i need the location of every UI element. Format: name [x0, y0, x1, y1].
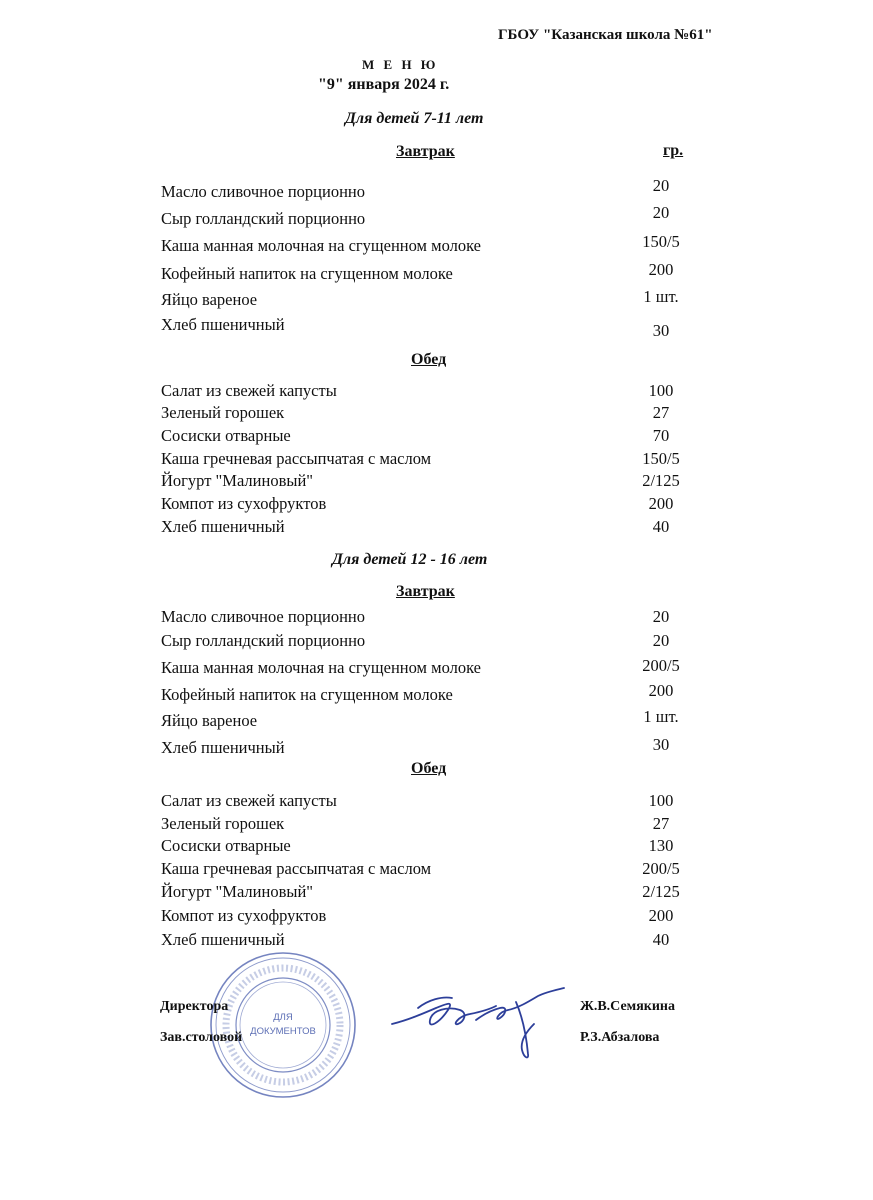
- menu-title: М Е Н Ю: [362, 57, 439, 72]
- menu-item: [161, 262, 701, 284]
- meal-heading-breakfast: Завтрак: [396, 583, 455, 600]
- item-name: Йогурт "Малиновый": [161, 471, 314, 490]
- item-name: Компот из сухофруктов: [161, 494, 327, 513]
- age-group-heading: Для детей 12 - 16 лет: [332, 551, 488, 568]
- organization-name: ГБОУ "Казанская школа №61": [498, 27, 713, 43]
- item-quantity: 27: [652, 814, 670, 833]
- item-quantity: 1 шт.: [643, 287, 679, 306]
- menu-item: [161, 904, 701, 926]
- age-group-heading: Для детей 7-11 лет: [345, 110, 484, 127]
- menu-item: [161, 515, 701, 537]
- item-quantity: 27: [652, 403, 670, 422]
- item-quantity: 20: [652, 176, 670, 195]
- menu-item: [161, 834, 701, 856]
- menu-item: [161, 401, 701, 423]
- menu-item: [161, 683, 701, 705]
- item-quantity: 150/5: [642, 232, 680, 251]
- menu-item: [161, 234, 701, 256]
- item-quantity: 100: [648, 791, 674, 810]
- menu-item: [161, 379, 701, 401]
- item-name: Хлеб пшеничный: [161, 930, 285, 949]
- item-quantity: 30: [652, 735, 670, 754]
- unit-column-heading: гр.: [663, 142, 684, 159]
- menu-item: [161, 313, 701, 340]
- item-name: Йогурт "Малиновый": [161, 882, 314, 901]
- item-quantity: 1 шт.: [643, 707, 679, 726]
- item-name: Кофейный напиток на сгущенном молоке: [161, 685, 453, 704]
- item-name: Хлеб пшеничный: [161, 517, 285, 536]
- menu-item: [161, 492, 701, 514]
- stamp-text-line2: ДОКУМЕНТОВ: [250, 1026, 316, 1037]
- menu-item: [161, 857, 701, 879]
- item-quantity: 20: [652, 631, 670, 650]
- stamp-text-line1: ДЛЯ: [273, 1012, 293, 1023]
- item-quantity: 200: [648, 494, 674, 513]
- item-quantity: 200: [648, 681, 674, 700]
- item-name: Яйцо вареное: [161, 711, 258, 730]
- signature-title-canteen-head: Зав.столовой: [160, 1030, 243, 1045]
- menu-item: [161, 789, 701, 811]
- menu-item: [161, 629, 701, 651]
- meal-heading-lunch: Обед: [411, 351, 447, 368]
- menu-item: [161, 880, 701, 902]
- menu-item: [161, 709, 701, 731]
- item-quantity: 2/125: [642, 882, 680, 901]
- item-quantity: 200: [648, 906, 674, 925]
- item-name: Компот из сухофруктов: [161, 906, 327, 925]
- signature-title-director: Директора: [160, 999, 229, 1014]
- menu-item: [161, 812, 701, 834]
- item-quantity: 40: [652, 517, 670, 536]
- menu-item: [161, 469, 701, 491]
- meal-heading-lunch: Обед: [411, 760, 447, 777]
- menu-item: [161, 447, 701, 469]
- item-quantity: 30: [652, 321, 670, 340]
- meal-heading-breakfast: Завтрак: [396, 143, 455, 160]
- menu-item: [161, 424, 701, 446]
- menu-date: "9" января 2024 г.: [318, 76, 450, 93]
- signature-name-canteen-head: Р.З.Абзалова: [580, 1030, 660, 1045]
- item-name: Каша манная молочная на сгущенном молоке: [161, 236, 482, 255]
- item-quantity: 200: [648, 260, 674, 279]
- menu-item: [161, 605, 701, 627]
- item-name: Салат из свежей капусты: [161, 381, 337, 400]
- handwritten-signature: [388, 980, 573, 1062]
- item-name: Сосиски отварные: [161, 836, 291, 855]
- item-name: Зеленый горошек: [161, 814, 285, 833]
- item-name: Хлеб пшеничный: [161, 315, 285, 334]
- item-quantity: 70: [652, 426, 670, 445]
- menu-item: [161, 736, 701, 758]
- item-quantity: 200/5: [642, 656, 680, 675]
- item-name: Каша гречневая рассыпчатая с маслом: [161, 449, 432, 468]
- item-name: Яйцо вареное: [161, 290, 258, 309]
- item-name: Каша манная молочная на сгущенном молоке: [161, 658, 482, 677]
- item-quantity: 100: [648, 381, 674, 400]
- menu-item: [161, 176, 701, 202]
- item-name: Зеленый горошек: [161, 403, 285, 422]
- item-quantity: 2/125: [642, 471, 680, 490]
- item-name: Каша гречневая рассыпчатая с маслом: [161, 859, 432, 878]
- item-name: Сыр голландский порционно: [161, 209, 366, 228]
- item-name: Сыр голландский порционно: [161, 631, 366, 650]
- item-quantity: 200/5: [642, 859, 680, 878]
- item-quantity: 130: [648, 836, 674, 855]
- item-quantity: 40: [652, 930, 670, 949]
- item-name: Салат из свежей капусты: [161, 791, 337, 810]
- menu-item: [161, 203, 701, 229]
- item-name: Сосиски отварные: [161, 426, 291, 445]
- menu-item: [161, 288, 701, 310]
- item-quantity: 20: [652, 607, 670, 626]
- round-stamp: [208, 950, 358, 1100]
- item-quantity: 150/5: [642, 449, 680, 468]
- signature-name-director: Ж.В.Семякина: [580, 999, 675, 1014]
- item-name: Кофейный напиток на сгущенном молоке: [161, 264, 453, 283]
- item-name: Хлеб пшеничный: [161, 738, 285, 757]
- item-name: Масло сливочное порционно: [161, 182, 365, 201]
- menu-item: [161, 656, 701, 678]
- menu-item: [161, 928, 701, 950]
- item-name: Масло сливочное порционно: [161, 607, 365, 626]
- item-quantity: 20: [652, 203, 670, 222]
